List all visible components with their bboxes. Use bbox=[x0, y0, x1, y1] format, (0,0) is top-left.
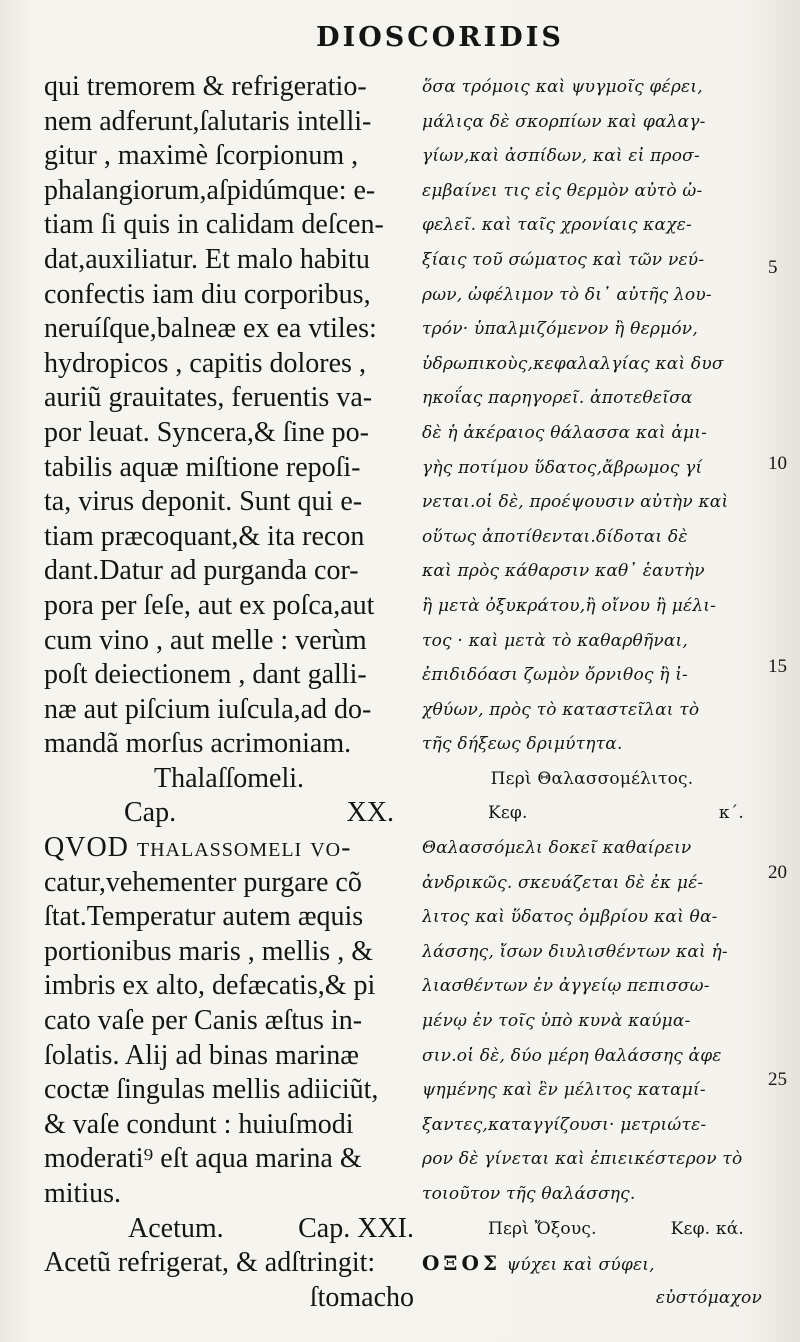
latin-line: tabilis aquæ miſtione repoſi- bbox=[44, 451, 361, 483]
greek-initial-word: ΟΞΟΣ bbox=[422, 1251, 502, 1276]
latin-line: dant.Datur ad purganda cor- bbox=[44, 555, 359, 587]
chapter-heading-greek: Περὶ Θαλασσομέλιτος. bbox=[490, 768, 694, 789]
greek-column bbox=[422, 70, 762, 1315]
greek-line: ἐπιδιδόασι ζωμὸν ὄρνιθος ἢ ἰ- bbox=[422, 665, 689, 686]
latin-line: pora per ſeſe, aut ex poſca,aut bbox=[44, 589, 375, 621]
latin-line: coctæ ſingulas mellis adiiciũt, bbox=[44, 1074, 379, 1106]
greek-line: οὕτως ἀποτίθενται.δίδοται δὲ bbox=[422, 526, 688, 547]
greek-line: μένῳ ἐν τοῖς ὑπὸ κυνὰ καύμα- bbox=[422, 1011, 691, 1032]
greek-chapter-label-2: Κεφ. bbox=[670, 1218, 711, 1239]
latin-line: tiam præcoquant,& ita recon bbox=[44, 520, 365, 552]
greek-line: γίων,καὶ ἀσπίδων, καὶ εἰ προσ- bbox=[422, 146, 700, 167]
latin-line: neruíſque,balneæ ex ea vtiles: bbox=[44, 313, 377, 345]
margin-line-number: 10 bbox=[768, 453, 787, 474]
greek-chapter-2 bbox=[671, 1212, 744, 1247]
greek-line: ἢ μετὰ ὀξυκράτου,ἢ οἴνου ἢ μέλι- bbox=[422, 595, 717, 616]
greek-line-rest: ψύχει καὶ σύφει, bbox=[506, 1255, 655, 1276]
chapter-heading-greek-2 bbox=[422, 1212, 762, 1247]
latin-line: dat,auxiliatur. Et malo habitu bbox=[44, 243, 370, 275]
greek-line: τῆς δήξεως δριμύτητα. bbox=[422, 734, 623, 755]
chapter-heading-acetum: Acetum. bbox=[128, 1212, 224, 1244]
greek-catchword: εὐστόμαχον bbox=[655, 1287, 762, 1308]
chapter-roman-numeral: XX. bbox=[346, 797, 394, 829]
latin-line: catur,vehementer purgare cõ bbox=[44, 866, 362, 898]
running-title: DIOSCORIDIS bbox=[316, 22, 564, 53]
latin-line: næ aut piſcium iuſcula,ad do- bbox=[44, 693, 372, 725]
greek-line: Θαλασσόμελι δοκεῖ καθαίρειν bbox=[422, 838, 692, 859]
margin-line-number: 5 bbox=[768, 257, 778, 278]
chapter-number-xxi: Cap. XXI. bbox=[298, 1212, 414, 1244]
greek-line: νεται.οἱ δὲ, προέψουσιν αὐτὴν καὶ bbox=[422, 492, 729, 513]
latin-line: ta, virus deponit. Sunt qui e- bbox=[44, 486, 363, 518]
greek-line: ρον δὲ γίνεται καὶ ἐπιεικέστερον τὸ bbox=[422, 1149, 743, 1170]
greek-heading-oxous: Περὶ Ὄξους. bbox=[488, 1218, 597, 1239]
latin-line: tiam ſi quis in calidam deſcen- bbox=[44, 209, 384, 241]
latin-line: portionibus maris , mellis , & bbox=[44, 935, 373, 967]
greek-chapter-numeral-2: κά. bbox=[715, 1218, 744, 1239]
latin-line: moderati⁹ eſt aqua marina & bbox=[44, 1143, 362, 1175]
chapter-label: Cap. bbox=[124, 797, 177, 829]
latin-line: mandã morſus acrimoniam. bbox=[44, 728, 352, 760]
latin-line: phalangiorum,aſpidúmque: e- bbox=[44, 174, 376, 206]
greek-line: ψημένης καὶ ἓν μέλιτος καταμί- bbox=[422, 1080, 706, 1101]
greek-line: δὲ ἡ ἀκέραιος θάλασσα καὶ ἀμι- bbox=[422, 422, 708, 443]
greek-chapter-label: Κεφ. bbox=[488, 803, 528, 824]
latin-line: ſolatis. Alij ad binas marinæ bbox=[44, 1039, 359, 1071]
greek-line: τος · καὶ μετὰ τὸ καθαρθῆναι, bbox=[422, 630, 689, 651]
latin-line: ſtat.Temperatur autem æquis bbox=[44, 901, 364, 933]
greek-line: σιν.οἱ δὲ, δύο μέρη θαλάσσης ἀφε bbox=[422, 1045, 722, 1066]
greek-line: λιτος καὶ ὕδατος ὀμβρίου καὶ θα- bbox=[422, 907, 718, 928]
greek-line: γὴς ποτίμου ὕδατος,ἄβρωμος γί bbox=[422, 457, 703, 478]
latin-line: qui tremorem & refrigeratio- bbox=[44, 71, 367, 102]
greek-line: καὶ πρὸς κάθαρσιν καθ᾽ ἑαυτὴν bbox=[422, 561, 705, 582]
margin-line-number: 20 bbox=[768, 862, 787, 883]
greek-line: χθύων, πρὸς τὸ καταστεῖλαι τὸ bbox=[422, 699, 700, 720]
greek-line: ηκοΐας παρηγορεῖ. ἀποτεθεῖσα bbox=[422, 388, 693, 409]
greek-line: φελεῖ. καὶ ταῖς χρονίαις καχε- bbox=[422, 215, 692, 236]
latin-line: & vaſe condunt : huiuſmodi bbox=[44, 1108, 354, 1140]
latin-column bbox=[44, 70, 414, 1315]
latin-line: imbris ex alto, defæcatis,& pi bbox=[44, 970, 376, 1002]
greek-line: ὑδρωπικοὺς,κεφαλαλγίας καὶ δυσ bbox=[422, 353, 724, 374]
latin-line: nem adferunt,ſalutaris intelli- bbox=[44, 105, 372, 137]
latin-line: gitur , maximè ſcorpionum , bbox=[44, 140, 359, 172]
greek-line: ρων, ὠφέλιμον τὸ δι᾽ αὐτῆς λου- bbox=[422, 284, 712, 305]
catchword: ſtomacho bbox=[309, 1281, 414, 1313]
greek-line: λάσσης, ἴσων διυλισθέντων καὶ ἡ- bbox=[422, 941, 728, 962]
chapter-heading-latin-2 bbox=[44, 1212, 414, 1247]
latin-line: mitius. bbox=[44, 1178, 122, 1209]
latin-line: poſt deiectionem , dant galli- bbox=[44, 659, 367, 691]
latin-line: cum vino , aut melle : verùm bbox=[44, 624, 367, 656]
greek-line: τρόν· ὑπαλμιζόμενον ἢ θερμόν, bbox=[422, 319, 698, 340]
greek-line: ὅσα τρόμοις καὶ ψυγμοῖς φέρει, bbox=[422, 77, 703, 97]
latin-line: auriũ grauitates, feruentis va- bbox=[44, 382, 373, 414]
greek-line: ἀνδρικῶς. σκευάζεται δὲ ἐκ μέ- bbox=[422, 872, 704, 893]
chapter-number-greek bbox=[422, 796, 762, 831]
latin-line-initial: QVOD thalaſſomeli vo- bbox=[44, 832, 352, 864]
greek-line: ξαντες,καταγγίζουσι· μετριώτε- bbox=[422, 1114, 707, 1135]
latin-line: por leuat. Syncera,& ſine po- bbox=[44, 416, 370, 448]
latin-line: confectis iam diu corporibus, bbox=[44, 278, 371, 310]
greek-line: λιασθέντων ἐν ἀγγείῳ πεπισσω- bbox=[422, 976, 710, 997]
greek-line-oxos bbox=[422, 1246, 762, 1281]
chapter-number-latin bbox=[44, 796, 414, 831]
greek-line: ξίαις τοῦ σώματος καὶ τῶν νεύ- bbox=[422, 249, 705, 270]
greek-line: τοιοῦτον τῆς θαλάσσης. bbox=[422, 1184, 636, 1204]
chapter-heading-latin: Thalaſſomeli. bbox=[153, 762, 305, 794]
latin-line: hydropicos , capitis dolores , bbox=[44, 347, 366, 379]
greek-line: εμβαίνει τις εἰς θερμὸν αὐτὸ ὠ- bbox=[422, 180, 703, 201]
latin-line: cato vaſe per Canis æſtus in- bbox=[44, 1005, 363, 1037]
margin-line-number: 25 bbox=[768, 1069, 787, 1090]
margin-line-number: 15 bbox=[768, 656, 787, 677]
greek-line: μάλιςα δὲ σκορπίων καὶ φαλαγ- bbox=[422, 111, 706, 132]
greek-chapter-numeral: κ΄. bbox=[718, 803, 744, 824]
latin-line: Acetũ refrigerat, & adſtringit: bbox=[44, 1247, 376, 1279]
